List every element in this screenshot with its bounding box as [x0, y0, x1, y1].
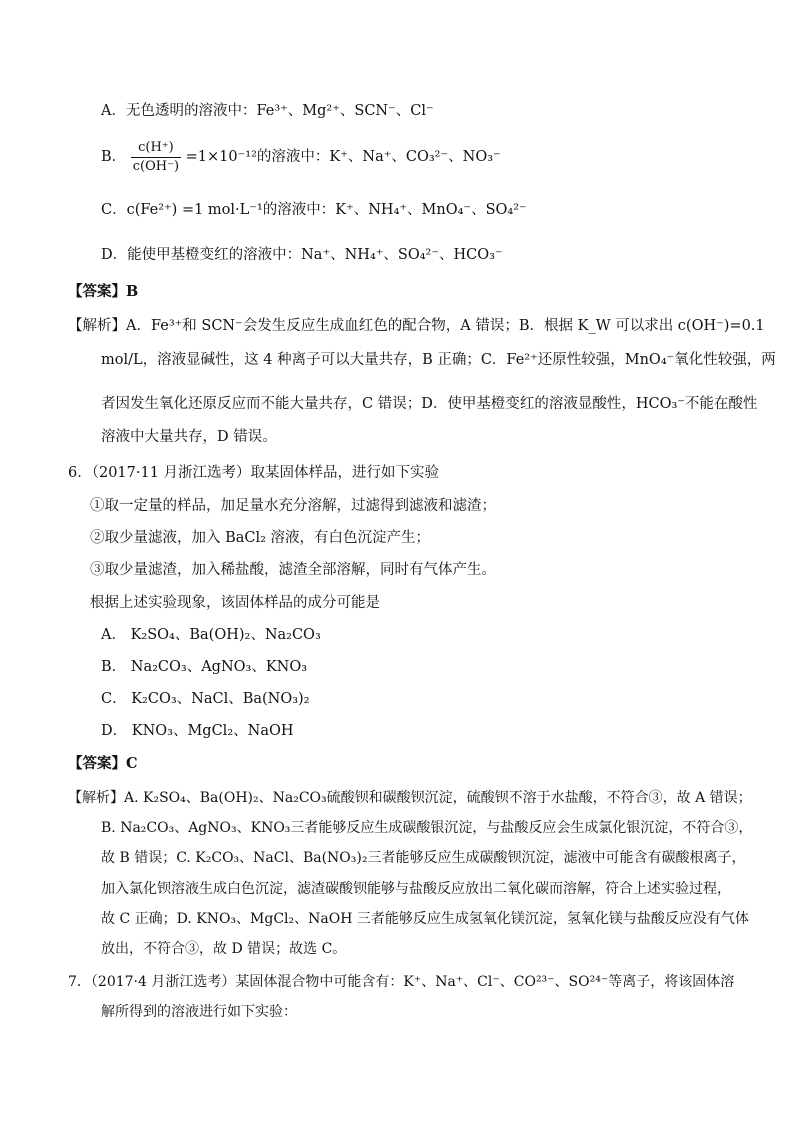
q6-step-3: ③取少量滤渣，加入稀盐酸，滤渣全部溶解，同时有气体产生。: [90, 562, 496, 578]
q6-answer: 【答案】C: [68, 755, 138, 772]
q5-analysis-line-1: 【解析】A．Fe³⁺和 SCN⁻会发生反应生成血红色的配合物，A 错误；B．根据 K_W 可以求出 c(OH⁻)=0.1: [68, 318, 765, 334]
q6-analysis-line-4: 加入氯化钡溶液生成白色沉淀，滤渣碳酸钡能够与盐酸反应放出二氧化碳而溶解，符合上述实验过程，: [101, 881, 731, 897]
q6-analysis-line-2: B. Na₂CO₃、AgNO₃、KNO₃三者能够反应生成碳酸银沉淀，与盐酸反应会生成氯化银沉淀，不符合③，: [101, 820, 753, 836]
q5-analysis-line-3: 者因发生氧化还原反应而不能大量共存，C 错误；D．使甲基橙变红的溶液显酸性，HCO₃⁻不能在酸性: [101, 396, 758, 412]
q5-option-c: C．c(Fe²⁺) =1 mol·L⁻¹的溶液中：K⁺、NH₄⁺、MnO₄⁻、SO₄²⁻: [101, 202, 527, 218]
q6-analysis-line-6: 放出，不符合③，故 D 错误；故选 C。: [101, 941, 347, 957]
q6-analysis-line-3: 故 B 错误；C. K₂CO₃、NaCl、Ba(NO₃)₂三者能够反应生成碳酸钡沉淀，滤液中可能含有碳酸根离子，: [101, 850, 746, 866]
q6-step-1: ①取一定量的样品，加足量水充分溶解，过滤得到滤液和滤渣；: [90, 498, 496, 514]
q5-fraction-denominator: c(OH⁻): [132, 158, 180, 174]
q6-option-b: B． Na₂CO₃、AgNO₃、KNO₃: [101, 659, 308, 675]
q6-analysis-line-5: 故 C 正确；D. KNO₃、MgCl₂、NaOH 三者能够反应生成氢氧化镁沉淀，氢氧化镁与盐酸反应没有气体: [101, 911, 749, 927]
q7-stem-line-2: 解所得到的溶液进行如下实验：: [101, 1004, 297, 1020]
q6-stem: 6．（2017·11 月浙江选考）取某固体样品，进行如下实验: [68, 465, 440, 481]
q5-option-a: A．无色透明的溶液中：Fe³⁺、Mg²⁺、SCN⁻、Cl⁻: [101, 103, 434, 119]
q6-analysis-line-1: 【解析】A. K₂SO₄、Ba(OH)₂、Na₂CO₃硫酸钡和碳酸钡沉淀，硫酸钡不溶于水盐酸，不符合③，故 A 错误；: [68, 790, 752, 806]
q5-fraction-numerator: c(H⁺): [131, 139, 181, 158]
q5-option-b: [101, 134, 501, 180]
q6-option-c: C． K₂CO₃、NaCl、Ba(NO₃)₂: [101, 691, 310, 707]
q6-option-a: A． K₂SO₄、Ba(OH)₂、Na₂CO₃: [101, 627, 321, 643]
q5-option-d: D．能使甲基橙变红的溶液中：Na⁺、NH₄⁺、SO₄²⁻、HCO₃⁻: [101, 247, 503, 263]
q5-option-b-rest: =1×10⁻¹²的溶液中：K⁺、Na⁺、CO₃²⁻、NO₃⁻: [185, 149, 501, 165]
q5-option-b-fraction: [131, 139, 181, 176]
q7-stem-line-1: 7．（2017·4 月浙江选考）某固体混合物中可能含有：K⁺、Na⁺、Cl⁻、CO²³⁻、SO²⁴⁻等离子，将该固体溶: [68, 974, 735, 990]
q5-analysis-line-4: 溶液中大量共存，D 错误。: [101, 429, 277, 445]
q5-analysis-line-2: mol/L，溶液显碱性，这 4 种离子可以大量共存，B 正确；C．Fe²⁺还原性较强，MnO₄⁻氧化性较强，两: [101, 352, 776, 368]
q6-option-d: D． KNO₃、MgCl₂、NaOH: [101, 723, 294, 739]
q6-question: 根据上述实验现象，该固体样品的成分可能是: [90, 595, 380, 611]
q5-answer: 【答案】B: [68, 283, 139, 300]
q6-step-2: ②取少量滤液，加入 BaCl₂ 溶液，有白色沉淀产生；: [90, 530, 431, 546]
q5-option-b-prefix: B．: [101, 149, 127, 165]
